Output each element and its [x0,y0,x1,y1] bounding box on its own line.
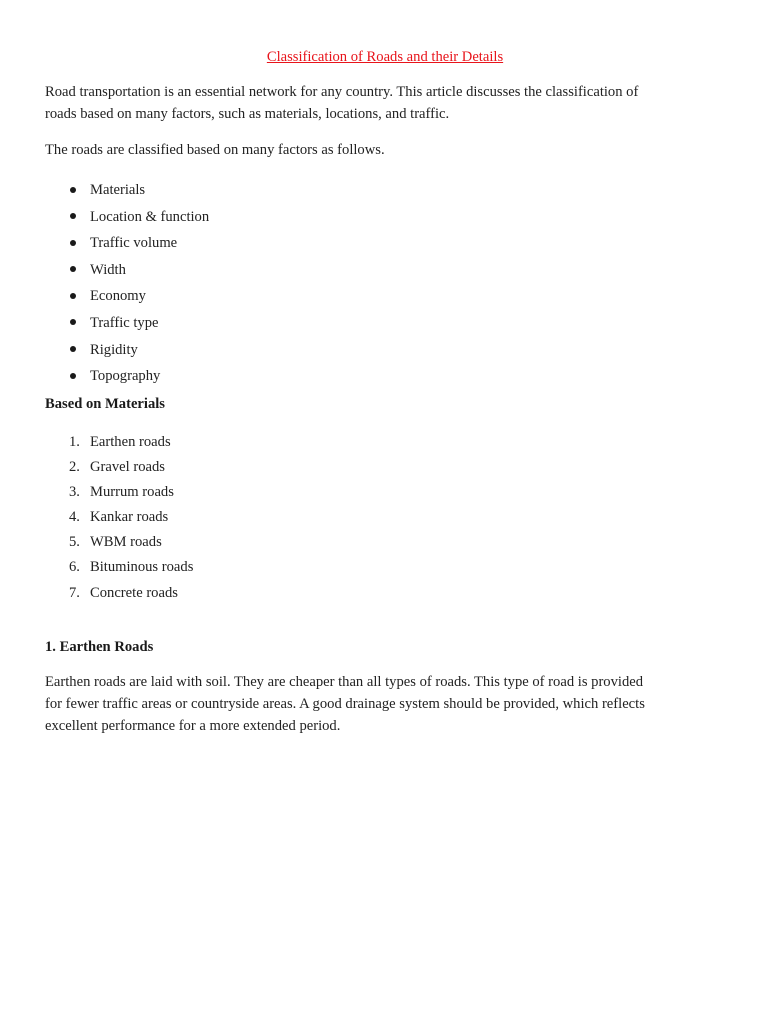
intro-line: roads based on many factors, such as materials, locations, and traffic. [45,106,450,122]
material-item: 6. Bituminous roads [69,559,194,576]
material-item: 7. Concrete roads [69,584,178,601]
material-item: 3. Murrum roads [69,484,174,501]
earthen-line: excellent performance for a more extended period. [45,718,341,734]
bullet-icon [70,187,76,193]
bullet-icon [70,240,76,246]
earthen-roads-paragraph [45,671,717,737]
material-item: 2. Gravel roads [69,459,165,476]
intro-line: Road transportation is an essential network for any country. This article discusses the classification of [45,84,639,100]
factor-item: Rigidity [45,338,209,365]
bullet-icon [70,213,76,219]
factor-item: Materials [45,178,209,205]
materials-list [45,431,193,607]
material-item: 4. Kankar roads [69,509,169,526]
factor-item: Traffic type [45,311,209,338]
factor-item: Traffic volume [45,231,209,258]
factor-item: Topography [45,364,209,391]
factors-list [45,178,209,391]
bullet-icon [70,373,76,379]
factor-item: Width [45,258,209,285]
material-item: 1. Earthen roads [69,434,171,450]
factor-item: Location & function [45,205,209,232]
bullet-icon [70,266,76,272]
intro-paragraph [45,81,717,125]
materials-heading: Based on Materials [45,396,165,412]
bullet-icon [70,293,76,299]
classified-intro: The roads are classified based on many factors as follows. [45,142,385,158]
factor-item: Economy [45,284,209,311]
earthen-roads-heading: 1. Earthen Roads [45,639,154,655]
earthen-line: Earthen roads are laid with soil. They are cheaper than all types of roads. This type of road is provided [45,674,644,690]
material-item: 5. WBM roads [69,534,162,551]
document-title: Classification of Roads and their Details [266,49,504,65]
earthen-line: for fewer traffic areas or countryside areas. A good drainage system should be provided, which reflects [45,696,645,712]
bullet-icon [70,346,76,352]
bullet-icon [70,319,76,325]
